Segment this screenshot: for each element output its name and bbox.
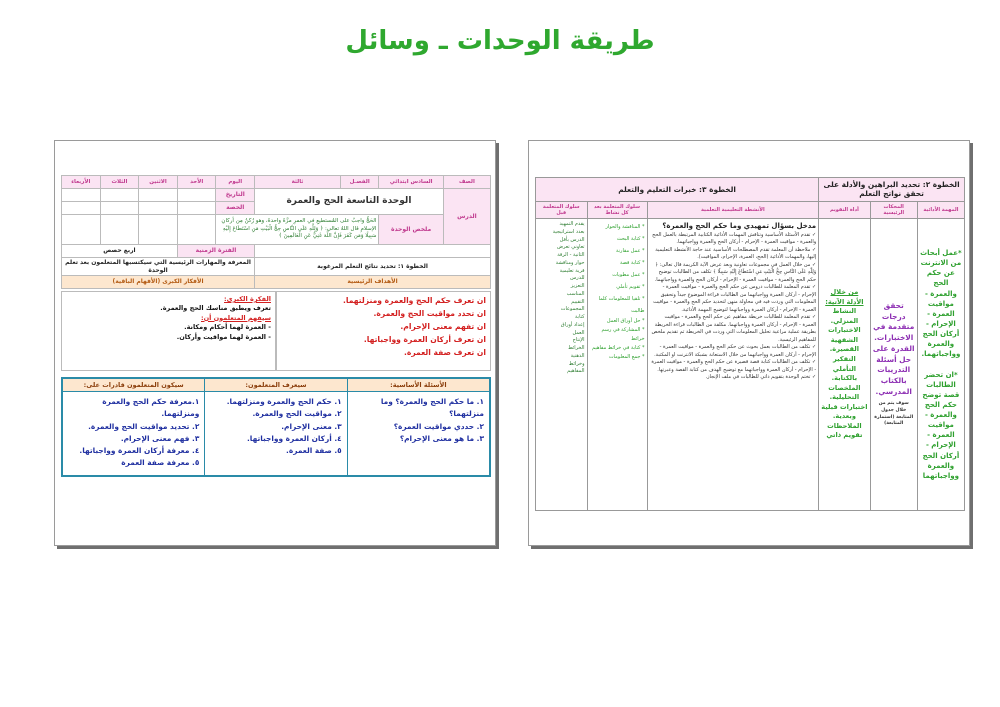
lesson-title: الوحدة التاسعة الحج والعمرة [255,189,444,215]
objective-item: ان تحدد مواقيت الحج والعمرة. [373,308,486,318]
able-item: ٢. تحديد مواقيت الحج والعمرة. [88,421,200,431]
know-item: ٤. أركان العمرة وواجباتها. [246,433,342,443]
learners-know-head: سيعرف المتعلمون: [205,379,346,392]
activity-item: ✓ تكلف من الطالبات بعمل بحوث عن حكم الحج والعمرة - مواقيت العمرة - الإحرام - أركان العمرة وواجباتهما من خلال الاستعانة بشبكة الانترنت او المكتبة. [650,344,817,359]
objective-item: ان تعرف حكم الحج والعمرة ومنزلتهما. [342,296,486,305]
outcome-item: * المشاركة في رسم خرائط [601,327,645,342]
empty-cell [177,202,216,215]
header-row-columns [536,201,965,219]
able-item: ٤. معرفة أركان العمرة وواجباتها. [79,446,200,455]
question-item: ١. ما حكم الحج والعمرة؟ وما منزلتهما؟ [380,397,484,419]
outcome-item: * جمع المعلومات [608,354,645,360]
empty-cell [62,202,101,215]
tool-item: النشاط المنزلي. [830,307,859,325]
empty-cell [100,202,139,215]
day-cell: الاثنين [139,176,178,189]
behavior-item: للدرس [570,275,585,282]
activity-item: ✓ من خلال العمل في مجموعات تعاونية وبعد عرض الآية الكريمة قال تعالى: ﴿ وَلِلَّهِ عَلَى النَّاسِ حِجُّ الْبَيْتِ مَنِ اسْتَطَاعَ إِلَيْهِ سَبِيلًا ﴾ تكلف من الطالبات توضيح حكم الحج والعمرة - مواقيت العمرة - الإحرام - أركان الحج والعمرة وواجباتهما. [650,262,817,285]
col-performance: المهمة الأدائية [917,201,964,219]
header-row-7 [62,276,491,289]
learners-able-body [63,392,204,473]
objective-item: ان تعرف صفة العمرة. [403,347,486,357]
outcomes-list-2 [590,317,645,362]
tool-item: اختبارات قبلية وبعدية. [821,402,868,421]
behavior-item: تعاوني تعرض [557,244,585,251]
objectives-section [61,291,491,371]
col-activities: الأنشطة التعليمية التعلمية [647,201,819,219]
question-item: ٣. ما هو معنى الإحرام؟ [399,433,484,443]
behavior-item: حوار ومناقشة [555,259,585,266]
learners-point: - العمرة لهما مواقيت وأركان. [176,333,271,342]
outcome-item: * تقويم تأملي [616,284,645,290]
behavior-item: المجموعات [560,306,585,313]
date-label: التاريخ [216,189,255,202]
activity-item: ✓ تختم الوحدة بتقويم ذاتي للطالبات في ملف الإنجاز. [650,374,817,382]
criteria-note: سوف يتم من خلال جدول المتابعة (استمارة المتابعة) [874,401,914,427]
behavior-item: يقدم التمهيد [559,221,585,227]
behavior-item: الإنتاج [572,337,585,344]
summary-label: ملخص الوحدة [379,215,443,245]
grade-value: السادس ابتدائي [379,176,443,189]
knowledge-label: المعرفة والمهارات الرئيسية التي سيكتسبها المتعلمون بعد تعلم الوحدة [62,258,255,276]
learners-able-head: سيكون المتعلمون قادرات على: [63,379,204,392]
step2-heading: الخطوة ٢: تحديد البراهين والأدلة على تحقق نواتج التعلم [819,178,965,202]
outcome-item: * كتابة في خرائط مفاهيم [592,345,645,351]
outcome-text: المشاركة في رسم خرائط [601,327,645,342]
tool-item: الملاحظات [827,421,862,430]
objective-item: ان تفهم معنى الإحرام. [400,321,486,331]
tool-item: الاختبارات الشفهية القصيرة. [828,326,861,354]
day-cell: اليوم [216,176,255,189]
tool-item: الملخصات التحليلية. [828,383,861,402]
empty-cell [100,215,139,245]
outcome-text: كتابة البحث [616,236,641,242]
outcome-item: * عمل مقارنة [615,248,645,254]
step1-label: الخطوة ١: تحديد نتائج التعلم المرغوبة [255,258,491,276]
col-outcomes: سلوك المتعلمة بعد كل نشاط [587,201,647,219]
outcome-text: تلقيا للمعلومات كلما طالبت [598,296,645,314]
outcome-item: * حل أوراق العمل [606,318,645,324]
tools-cell [819,219,870,511]
behavior-item: إعداد أوراق [560,321,585,328]
objective-item: ان تعرف أركان العمرة وواجباتها. [363,334,486,344]
period-label: الحصة [216,202,255,215]
activity-item: ✓ تقدم المعلمة للطالبات دروس عن حكم الحج والعمرة - مواقيت العمرة - الإحرام - أركان العمرة وواجباتهما من الطالبات قراءة الموضوع جيداً وتحقيق المعلومات التي وردت فيه في محاولة منهن لتحديد حكم الحج والعمرة - مواقيت العمرة - الإحرام - أركان العمرة وواجباتهما لتوضيح المهمة الأدائية. [650,284,817,314]
able-item: ٣. فهم معنى الإحرام. [120,433,200,443]
col-criteria: المحكات الرئيسية [870,201,917,219]
header-row-5 [62,245,491,258]
behavior-item: العمل [572,329,585,336]
behavior-item: المفاهيم [567,368,585,375]
performance-task: *عمل أبحاث من الانترنت عن حكم الحج والعمرة - مواقيت العمرة - الإحرام - أركان الحج والعمرة وواجباتهما. [920,248,962,359]
empty-cell [100,189,139,202]
day-cell: الأربعاء [62,176,101,189]
essential-questions-head: الأسئلة الأساسية: [348,379,489,392]
know-item: ١. حكم الحج والعمرة ومنزلتهما. [226,397,342,407]
activities-intro: مدخل بسؤال تمهيدي وما حكم الحج والعمرة؟ [662,222,817,230]
performance-task-cell [917,219,964,511]
learners-point-text: العمرة لهما أحكام ومكانة. [184,322,267,331]
big-ideas-box [61,291,276,371]
empty-cell [177,189,216,202]
behavior-item: المناسب [566,290,585,297]
left-document-page [54,140,496,546]
behavior-item: بعدد استراتيجية [552,228,585,235]
know-item: ٣. معنى الإحرام. [281,421,342,431]
header-row-steps [536,178,965,202]
section-label: الفصـل [340,176,379,189]
able-item: ٥. معرفة صفة العمرة [121,458,200,468]
activity-item: ✓ ملاحظة أن المعلمة تقدم المصطلحات الأساسية عند حاجة الأنشطة التعليمية إليها، والمهمات الأدائية (الحج، العمرة، الإحرام، المواقيت). [650,247,817,262]
header-row-6 [62,258,491,276]
question-item: ٢. حددي مواقيت العمرة؟ [393,421,484,431]
empty-cell [139,189,178,202]
col-behavior: سلوك المتعلمة قبل [536,201,588,219]
outcomes-list [590,221,645,317]
outcome-item: * المناقشة والحوار [605,224,645,230]
outcome-text: تقويم تأملي [616,284,641,290]
activity-item: ✓ تقدم المعلمة للطالبات خريطة مفاهيم عن حكم الحج والعمرة - مواقيت العمرة - الإحرام - أركان العمرة وواجباتهما. مكلفة من الطالبات قراءة الخريطة بطريقة عملية مراعية تحليل المعلومات التي وردت في الخريطة ثم تقديم ملخص للمفاهيم الرئيسية. [650,314,817,344]
outcome-text: حل أوراق العمل [606,318,641,324]
behavior-item: كتابة [575,314,585,320]
outcome-item: * كتابة قصة [619,260,645,266]
col-tools: أداة التقويم [819,201,870,219]
content-row [536,219,965,511]
day-cell: الأحد [177,176,216,189]
activity-item: ✓ تقدم الأسئلة الأساسية وتناقش المهمات الأدائية الكتابية المرتبطة بالعمل الحج والعمرة - مواقيت العمرة - الإحرام - أركان الحج والعمرة وواجباتهما. [650,232,817,247]
behavior-item: الخرائط [568,345,585,351]
learners-able-column [63,379,204,475]
know-item: ٢. مواقيت الحج والعمرة. [252,409,342,419]
learners-heading: سيفهم المتعلمون أن: [201,313,271,322]
right-document-page [528,140,970,546]
outcomes-cell [587,219,647,511]
learners-know-column [204,379,346,475]
time-value: اربع حصص [62,245,178,258]
empty-cell [62,215,101,245]
summary-text: الحَجُّ واجبٌ على المُستطيعِ في العمرِ مرَّةً واحدةً، وهو رُكنٌ مِن أركانِ الإسلامِ قال اللهُ تعالى: ﴿ وَلِلَّهِ عَلَى النَّاسِ حِجُّ الْبَيْتِ مَنِ اسْتَطَاعَ إِلَيْهِ سَبِيلًا وَمَن كَفَرَ فَإِنَّ اللَّهَ غَنِيٌّ عَنِ الْعَالَمِينَ ﴾ [216,215,379,245]
lesson-label: الدرس [443,189,490,245]
empty-cell [139,215,178,245]
grade-label: الصف [443,176,490,189]
big-idea-heading: الفكرة الكبرى: [224,295,271,303]
header-row-2 [62,189,491,202]
outcome-text: عمل مطويات [612,272,641,278]
outcome-text: عمل مقارنة [615,248,641,254]
outcome-text: المناقشة والحوار [605,224,641,230]
outcome-item: * تلقيا للمعلومات كلما طالبت [598,296,645,314]
criteria-text: تحقق درجات متقدمة في الاختبارات. القدرة على حل أسئلة التدريبات بالكتاب المدرسي. [872,300,915,396]
criteria-cell [870,219,917,511]
unit-plan-sheet [61,175,491,513]
learning-table [535,177,965,511]
tools-heading: من خلال الأدلة الآتية: [825,288,864,306]
objectives-list [276,291,491,371]
learners-point-text: العمرة لهما مواقيت وأركان. [176,333,267,342]
tool-item: تقويم ذاتي [826,431,863,440]
section-value: ثالثة [255,176,341,189]
behavior-cell [536,219,588,511]
page-title: طريقة الوحدات ـ وسائل [345,26,655,56]
day-cell: الثلاث [100,176,139,189]
empty-cell [177,215,216,245]
outcome-text: كتابة قصة [619,260,641,266]
header-row-4 [62,215,491,245]
behavior-item: الذهنية [570,352,585,359]
header-table [61,175,491,289]
behavior-item: التعزيز [570,283,585,289]
time-label: الفترة الزمنية [177,245,254,258]
essential-questions-body [348,392,489,449]
able-item: ١.معرفة حكم الحج والعمرة ومنزلتهما. [102,397,200,419]
performance-task-2: *ان تحضر الطالبات قصة توضح حكم الحج والعمرة - مواقيت العمرة - الإحرام - أركان الحج والعمرة وواجباتهما [922,370,960,480]
outcome-text: جمع المعلومات [608,354,641,360]
big-idea-text: تعرف ويطبق مناسك الحج والعمرة. [160,304,271,313]
assessment-frame [61,377,491,477]
know-item: ٥. صفة العمرة. [286,446,342,455]
tool-item: التفكير التأملي بالكتابة. [831,354,858,383]
activities-cell [647,219,819,511]
empty-cell [139,202,178,215]
empty-cell [255,245,491,258]
essential-questions-column [347,379,489,475]
outcome-item: * عمل مطويات [612,272,645,278]
step3-heading: الخطوة ٣: خبرات التعليم والتعلم [536,178,819,202]
outcome-text: كتابة في خرائط مفاهيم [592,345,641,351]
empty-cell [62,189,101,202]
learners-point: - العمرة لهما أحكام ومكانة. [184,322,271,331]
evidence-and-learning-sheet [535,177,965,511]
header-row-1 [62,176,491,189]
behavior-item: الدرس بأقل [559,236,585,243]
behavior-item: الثانية - الرقة [557,252,585,258]
behavior-item: التقييم [571,298,585,305]
big-ideas-label: الأفكار الكبرى (الأفهام الباقية) [62,276,255,289]
learners-know-body [205,392,346,461]
objectives-label: الأهداف الرئيسية [255,276,491,289]
behavior-item: وخرائط [568,360,585,367]
behavior-item: قرية تعليمية [559,267,585,274]
outcome-item: * كتابة البحث [616,236,645,242]
activity-item: ✓ تكلف من الطالبات كتابة قصة قصيرة عن حكم الحج والعمرة - مواقيت العمرة - الإحرام - أركان العمرة وواجباتهما مع توضيح الهدف من كتابة القصة وعبرتها. [650,359,817,374]
